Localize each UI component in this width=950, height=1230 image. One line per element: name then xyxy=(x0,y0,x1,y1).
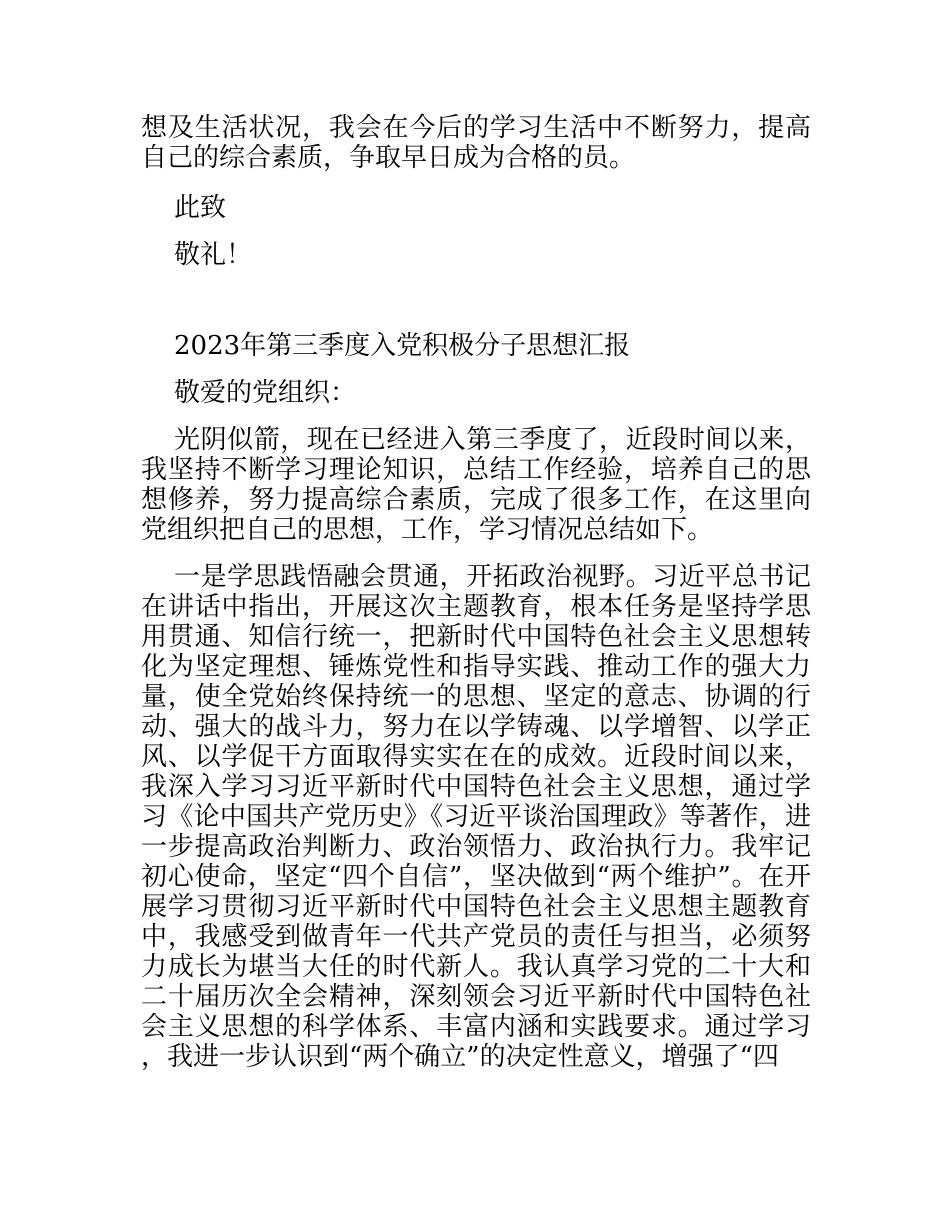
body-paragraph-2: 一是学思践悟融会贯通，开拓政治视野。习近平总书记在讲话中指出，开展这次主题教育，根本任务是坚持学思用贯通、知信行统一，把新时代中国特色社会主义思想转化为坚定理想、锤炼党性和指导实践、推动工作的强大力量，使全党始终保持统一的思想、坚定的意志、协调的行动、强大的战斗力，努力在以学铸魂、以学增智、以学正风、以学促干方面取得实实在在的成效。近段时间以来，我深入学习习近平新时代中国特色社会主义思想，通过学习《论中国共产党历史》《习近平谈治国理政》等著作，进一步提高政治判断力、政治领悟力、政治执行力。我牢记初心使命，坚定“四个自信”，坚决做到“两个维护”。在开展学习贯彻习近平新时代中国特色社会主义思想主题教育中，我感受到做青年一代共产党员的责任与担当，必须努力成长为堪当大任的时代新人。我认真学习党的二十大和二十届历次全会精神，深刻领会习近平新时代中国特色社会主义思想的科学体系、丰富内涵和实践要求。通过学习，我进一步认识到“两个确立”的决定性意义，增强了“四 xyxy=(141,562,811,1072)
document-body xyxy=(141,113,811,1072)
salutation: 敬爱的党组织： xyxy=(174,378,357,408)
closing-line-2: 敬礼！ xyxy=(174,240,253,270)
continuation-paragraph: 想及生活状况，我会在今后的学习生活中不断努力，提高自己的综合素质，争取早日成为合格的员。 xyxy=(141,113,811,173)
report-title: 2023年第三季度入党积极分子思想汇报 xyxy=(174,331,631,361)
body-paragraph-1: 光阴似箭，现在已经进入第三季度了，近段时间以来，我坚持不断学习理论知识，总结工作经验，培养自己的思想修养，努力提高综合素质，完成了很多工作，在这里向党组织把自己的思想，工作，学习情况总结如下。 xyxy=(141,425,811,545)
closing-line-1: 此致 xyxy=(174,193,227,223)
